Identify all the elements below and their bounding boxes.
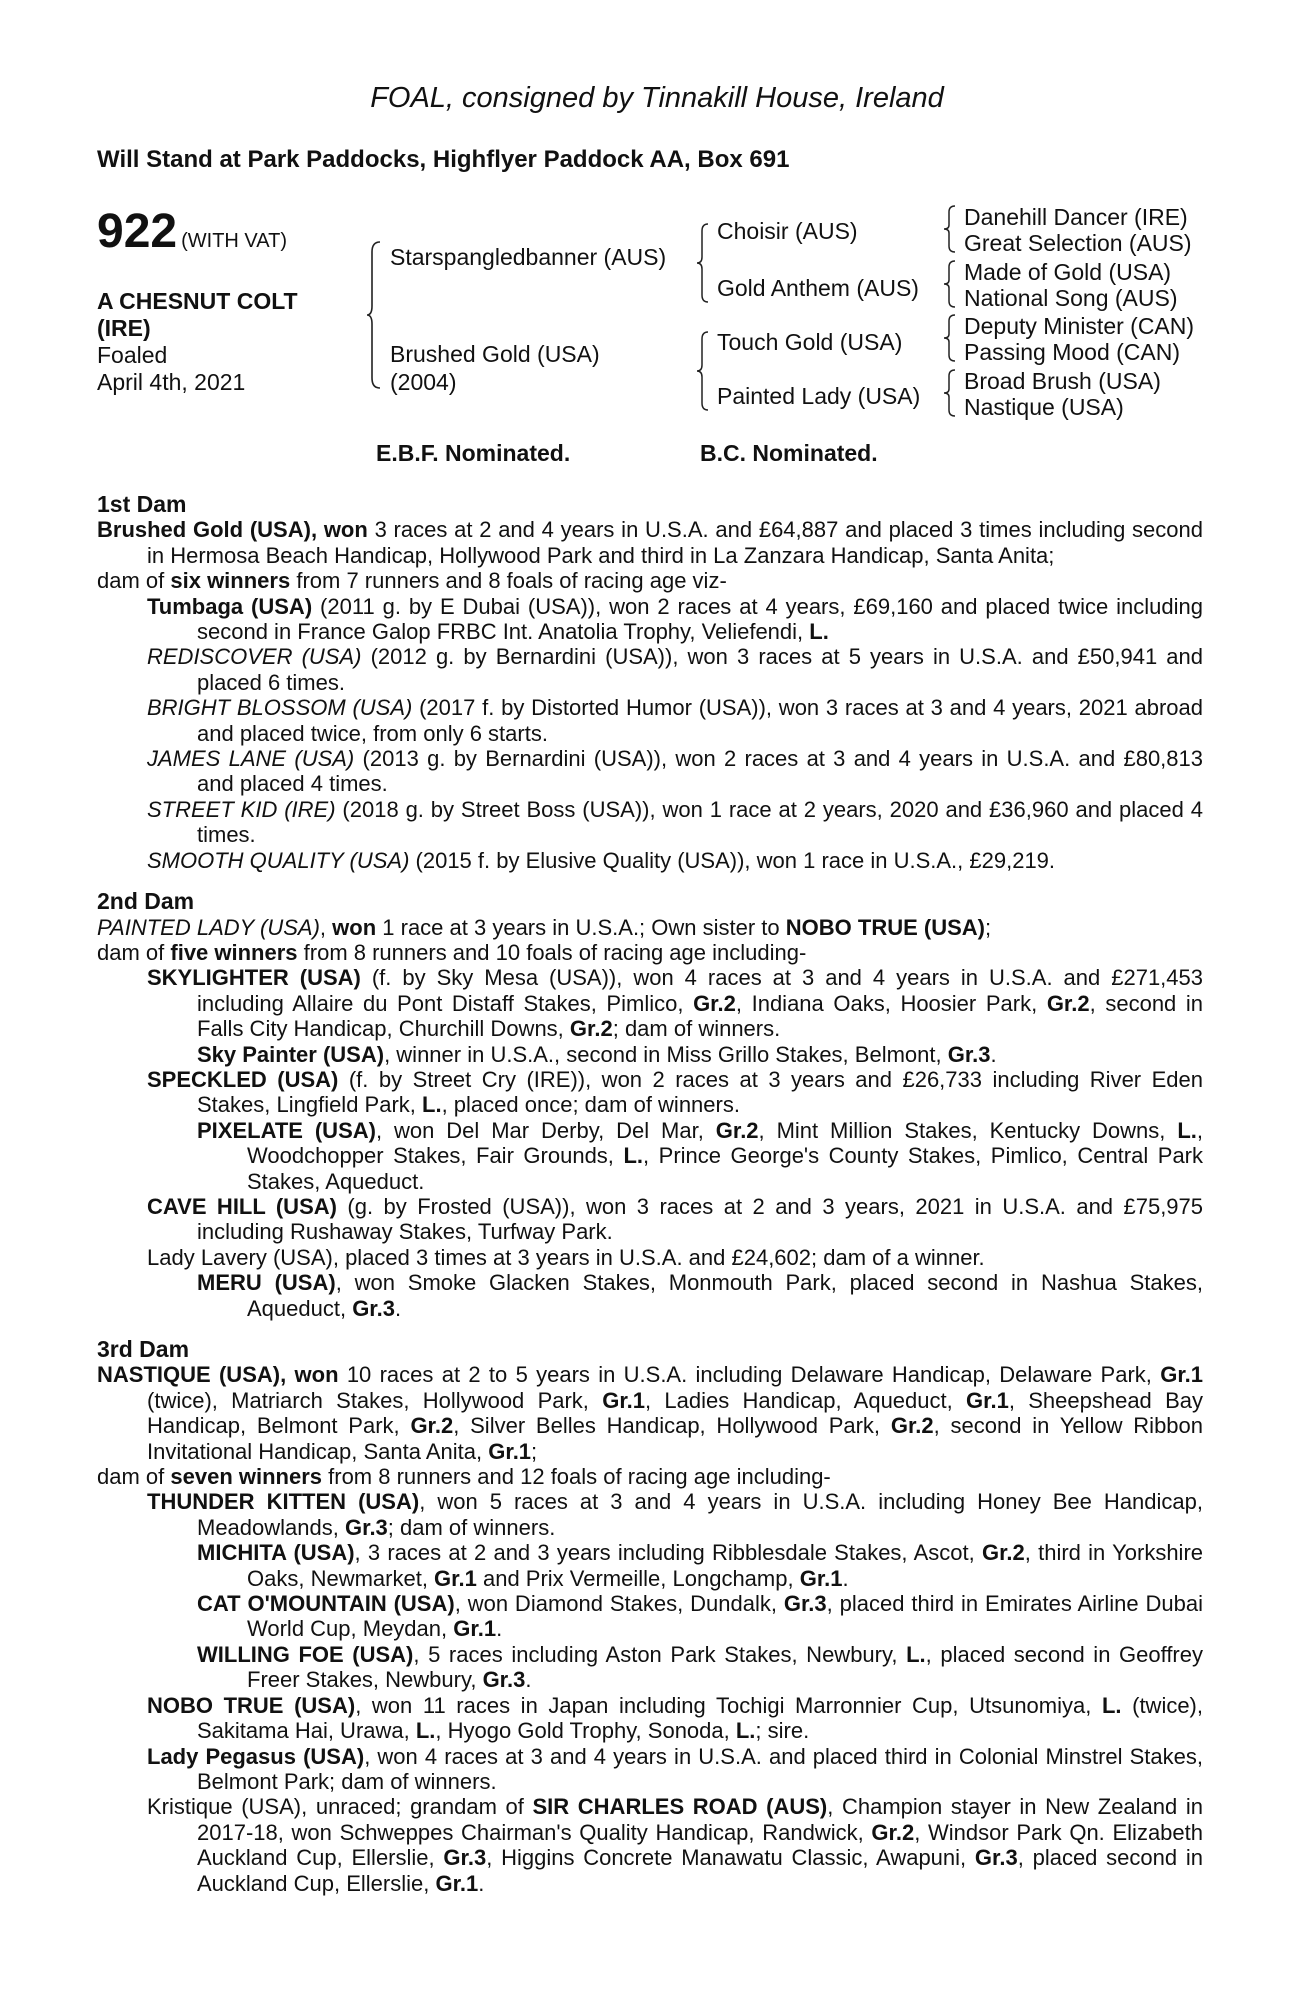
first-dam-intro: Brushed Gold (USA), won 3 races at 2 and 4 years in U.S.A. and £64,887 and placed 3 times including second in Hermosa Beach Handicap, Hollywood Park and third in La Zanzara Handicap, Santa Anita; [97,517,1203,568]
vat-note: (WITH VAT) [181,230,287,252]
produce-record [97,486,1203,1896]
pedigree-brace-ss [943,204,957,254]
lot-number: 922 [97,205,178,258]
stabling-info: Will Stand at Park Paddocks, Highflyer Paddock AA, Box 691 [97,146,790,173]
second-dam-foal: SKYLIGHTER (USA) (f. by Sky Mesa (USA)), won 4 races at 3 and 4 years in U.S.A. and £271,453 including Allaire du Pont Distaff Stakes, Pimlico, Gr.2, Indiana Oaks, Hoosier Park, Gr.2, second in Falls City Handicap, Churchill Downs, Gr.2; dam of winners. [147,965,1204,1042]
pedigree-dss: Deputy Minister (CAN) [964,313,1195,339]
pedigree-sire-dam: Gold Anthem (AUS) [717,275,919,301]
pedigree-sss: Danehill Dancer (IRE) [964,204,1188,230]
first-dam-foal: JAMES LANE (USA) (2013 g. by Bernardini (USA)), won 2 races at 3 and 4 years in U.S.A. and £80,813 and placed 4 times. [147,746,1203,797]
pedigree-brace-main [366,240,382,390]
pedigree-ddd: Nastique (USA) [964,394,1124,420]
first-dam-foal: Tumbaga (USA) (2011 g. by E Dubai (USA)), won 2 races at 4 years, £69,160 and placed twice including second in France Galop FRBC Int. Anatolia Trophy, Veliefendi, L. [147,593,1203,645]
second-dam-grandfoal: PIXELATE (USA), won Del Mar Derby, Del Mar, Gr.2, Mint Million Stakes, Kentucky Downs, L., Woodchopper Stakes, Fair Grounds, L., Prince George's County Stakes, Pimlico, Central Park Stakes, Aqueduct. [197,1117,1204,1194]
pedigree-dds: Broad Brush (USA) [964,368,1161,394]
horse-origin: (IRE) [97,315,151,341]
pedigree-sire: Starspangledbanner (AUS) [390,244,667,270]
pedigree-sds: Made of Gold (USA) [964,259,1172,285]
second-dam-heading: 2nd Dam [97,888,195,915]
horse-title: A CHESNUT COLT [97,288,298,314]
second-dam-grandfoal: Sky Painter (USA), winner in U.S.A., second in Miss Grillo Stakes, Belmont, Gr.3. [197,1041,997,1067]
pedigree-brace-sire [696,222,710,304]
third-dam-heading: 3rd Dam [97,1336,190,1362]
second-dam-intro: PAINTED LADY (USA), won 1 race at 3 years in U.S.A.; Own sister to NOBO TRUE (USA); [97,914,992,940]
second-dam-foal: Lady Lavery (USA), placed 3 times at 3 years in U.S.A. and £24,602; dam of a winner. [147,1244,985,1270]
ebf-nomination: E.B.F. Nominated. [376,440,571,466]
first-dam-foal: REDISCOVER (USA) (2012 g. by Bernardini (USA)), won 3 races at 5 years in U.S.A. and £50,941 and placed 6 times. [147,644,1203,695]
second-dam-produce-summary: dam of five winners from 8 runners and 10 foals of racing age including- [97,939,807,965]
foaled-date: April 4th, 2021 [97,369,246,395]
first-dam-produce-summary: dam of six winners from 7 runners and 8 foals of racing age viz- [97,568,727,594]
pedigree-brace-sd [943,259,957,309]
pedigree-brace-dam [696,330,710,412]
third-dam-foal: NOBO TRUE (USA), won 11 races in Japan including Tochigi Marronnier Cup, Utsunomiya, L. (twice), Sakitama Hai, Urawa, L., Hyogo Gold Trophy, Sonoda, L.; sire. [147,1692,1203,1744]
second-dam-foal: SPECKLED (USA) (f. by Street Cry (IRE)), won 2 races at 3 years and £26,733 including River Eden Stakes, Lingfield Park, L., placed once; dam of winners. [147,1066,1203,1118]
pedigree-brace-dd [943,368,957,418]
first-dam-heading: 1st Dam [97,491,187,517]
third-dam-produce-summary: dam of seven winners from 8 runners and 12 foals of racing age including- [97,1464,831,1490]
foaled-label: Foaled [97,342,168,368]
third-dam-intro: NASTIQUE (USA), won 10 races at 2 to 5 years in U.S.A. including Delaware Handicap, Delaware Park, Gr.1 (twice), Matriarch Stakes, Hollywood Park, Gr.1, Ladies Handicap, Aqueduct, Gr.1, Sheepshead Bay Handicap, Belmont Park, Gr.2, Silver Belles Handicap, Hollywood Park, Gr.2, second in Yellow Ribbon Invitational Handicap, Santa Anita, Gr.1; [97,1362,1204,1464]
lot-number-block [97,204,287,259]
pedigree-ssd: Great Selection (AUS) [964,230,1192,256]
pedigree-dam-dam: Painted Lady (USA) [717,383,921,409]
third-dam-foal: THUNDER KITTEN (USA), won 5 races at 3 and 4 years in U.S.A. including Honey Bee Handicap, Meadowlands, Gr.3; dam of winners. [147,1489,1203,1540]
pedigree-sire-sire: Choisir (AUS) [717,218,858,244]
third-dam-foal: Lady Pegasus (USA), won 4 races at 3 and 4 years in U.S.A. and placed third in Colonial Minstrel Stakes, Belmont Park; dam of winners. [147,1743,1203,1794]
pedigree-dam: Brushed Gold (USA) [390,341,600,367]
second-dam-grandfoal: MERU (USA), won Smoke Glacken Stakes, Monmouth Park, placed second in Nashua Stakes, Aqueduct, Gr.3. [197,1270,1203,1321]
pedigree-brace-ds [943,313,957,363]
horse-description [97,288,298,396]
consignor-header: FOAL, consigned by Tinnakill House, Ireland [370,82,944,114]
first-dam-foal: BRIGHT BLOSSOM (USA) (2017 f. by Distorted Humor (USA)), won 3 races at 3 and 4 years, 2021 abroad and placed twice, from only 6 starts. [147,695,1203,746]
pedigree-dam-year: (2004) [390,369,457,395]
third-dam-foal: Kristique (USA), unraced; grandam of SIR CHARLES ROAD (AUS), Champion stayer in New Zealand in 2017-18, won Schweppes Chairman's Quality Handicap, Randwick, Gr.2, Windsor Park Qn. Elizabeth Auckland Cup, Ellerslie, Gr.3, Higgins Concrete Manawatu Classic, Awapuni, Gr.3, placed second in Auckland Cup, Ellerslie, Gr.1. [147,1794,1204,1896]
first-dam-foal: STREET KID (IRE) (2018 g. by Street Boss (USA)), won 1 race at 2 years, 2020 and £36,960 and placed 4 times. [147,796,1203,848]
pedigree-sdd: National Song (AUS) [964,285,1178,311]
second-dam-foal: CAVE HILL (USA) (g. by Frosted (USA)), won 3 races at 2 and 3 years, 2021 in U.S.A. and £75,975 including Rushaway Stakes, Turfway Park. [147,1193,1204,1245]
third-dam-grandfoal: CAT O'MOUNTAIN (USA), won Diamond Stakes, Dundalk, Gr.3, placed third in Emirates Airline Dubai World Cup, Meydan, Gr.1. [197,1591,1203,1642]
first-dam-foal: SMOOTH QUALITY (USA) (2015 f. by Elusive Quality (USA)), won 1 race in U.S.A., £29,219. [147,847,1056,873]
third-dam-grandfoal: MICHITA (USA), 3 races at 2 and 3 years including Ribblesdale Stakes, Ascot, Gr.2, third in Yorkshire Oaks, Newmarket, Gr.1 and Prix Vermeille, Longchamp, Gr.1. [197,1540,1204,1591]
third-dam-grandfoal: WILLING FOE (USA), 5 races including Aston Park Stakes, Newbury, L., placed second in Geoffrey Freer Stakes, Newbury, Gr.3. [197,1641,1203,1693]
bc-nomination: B.C. Nominated. [700,440,878,466]
pedigree-dam-sire: Touch Gold (USA) [717,329,903,355]
pedigree-dsd: Passing Mood (CAN) [964,339,1181,365]
